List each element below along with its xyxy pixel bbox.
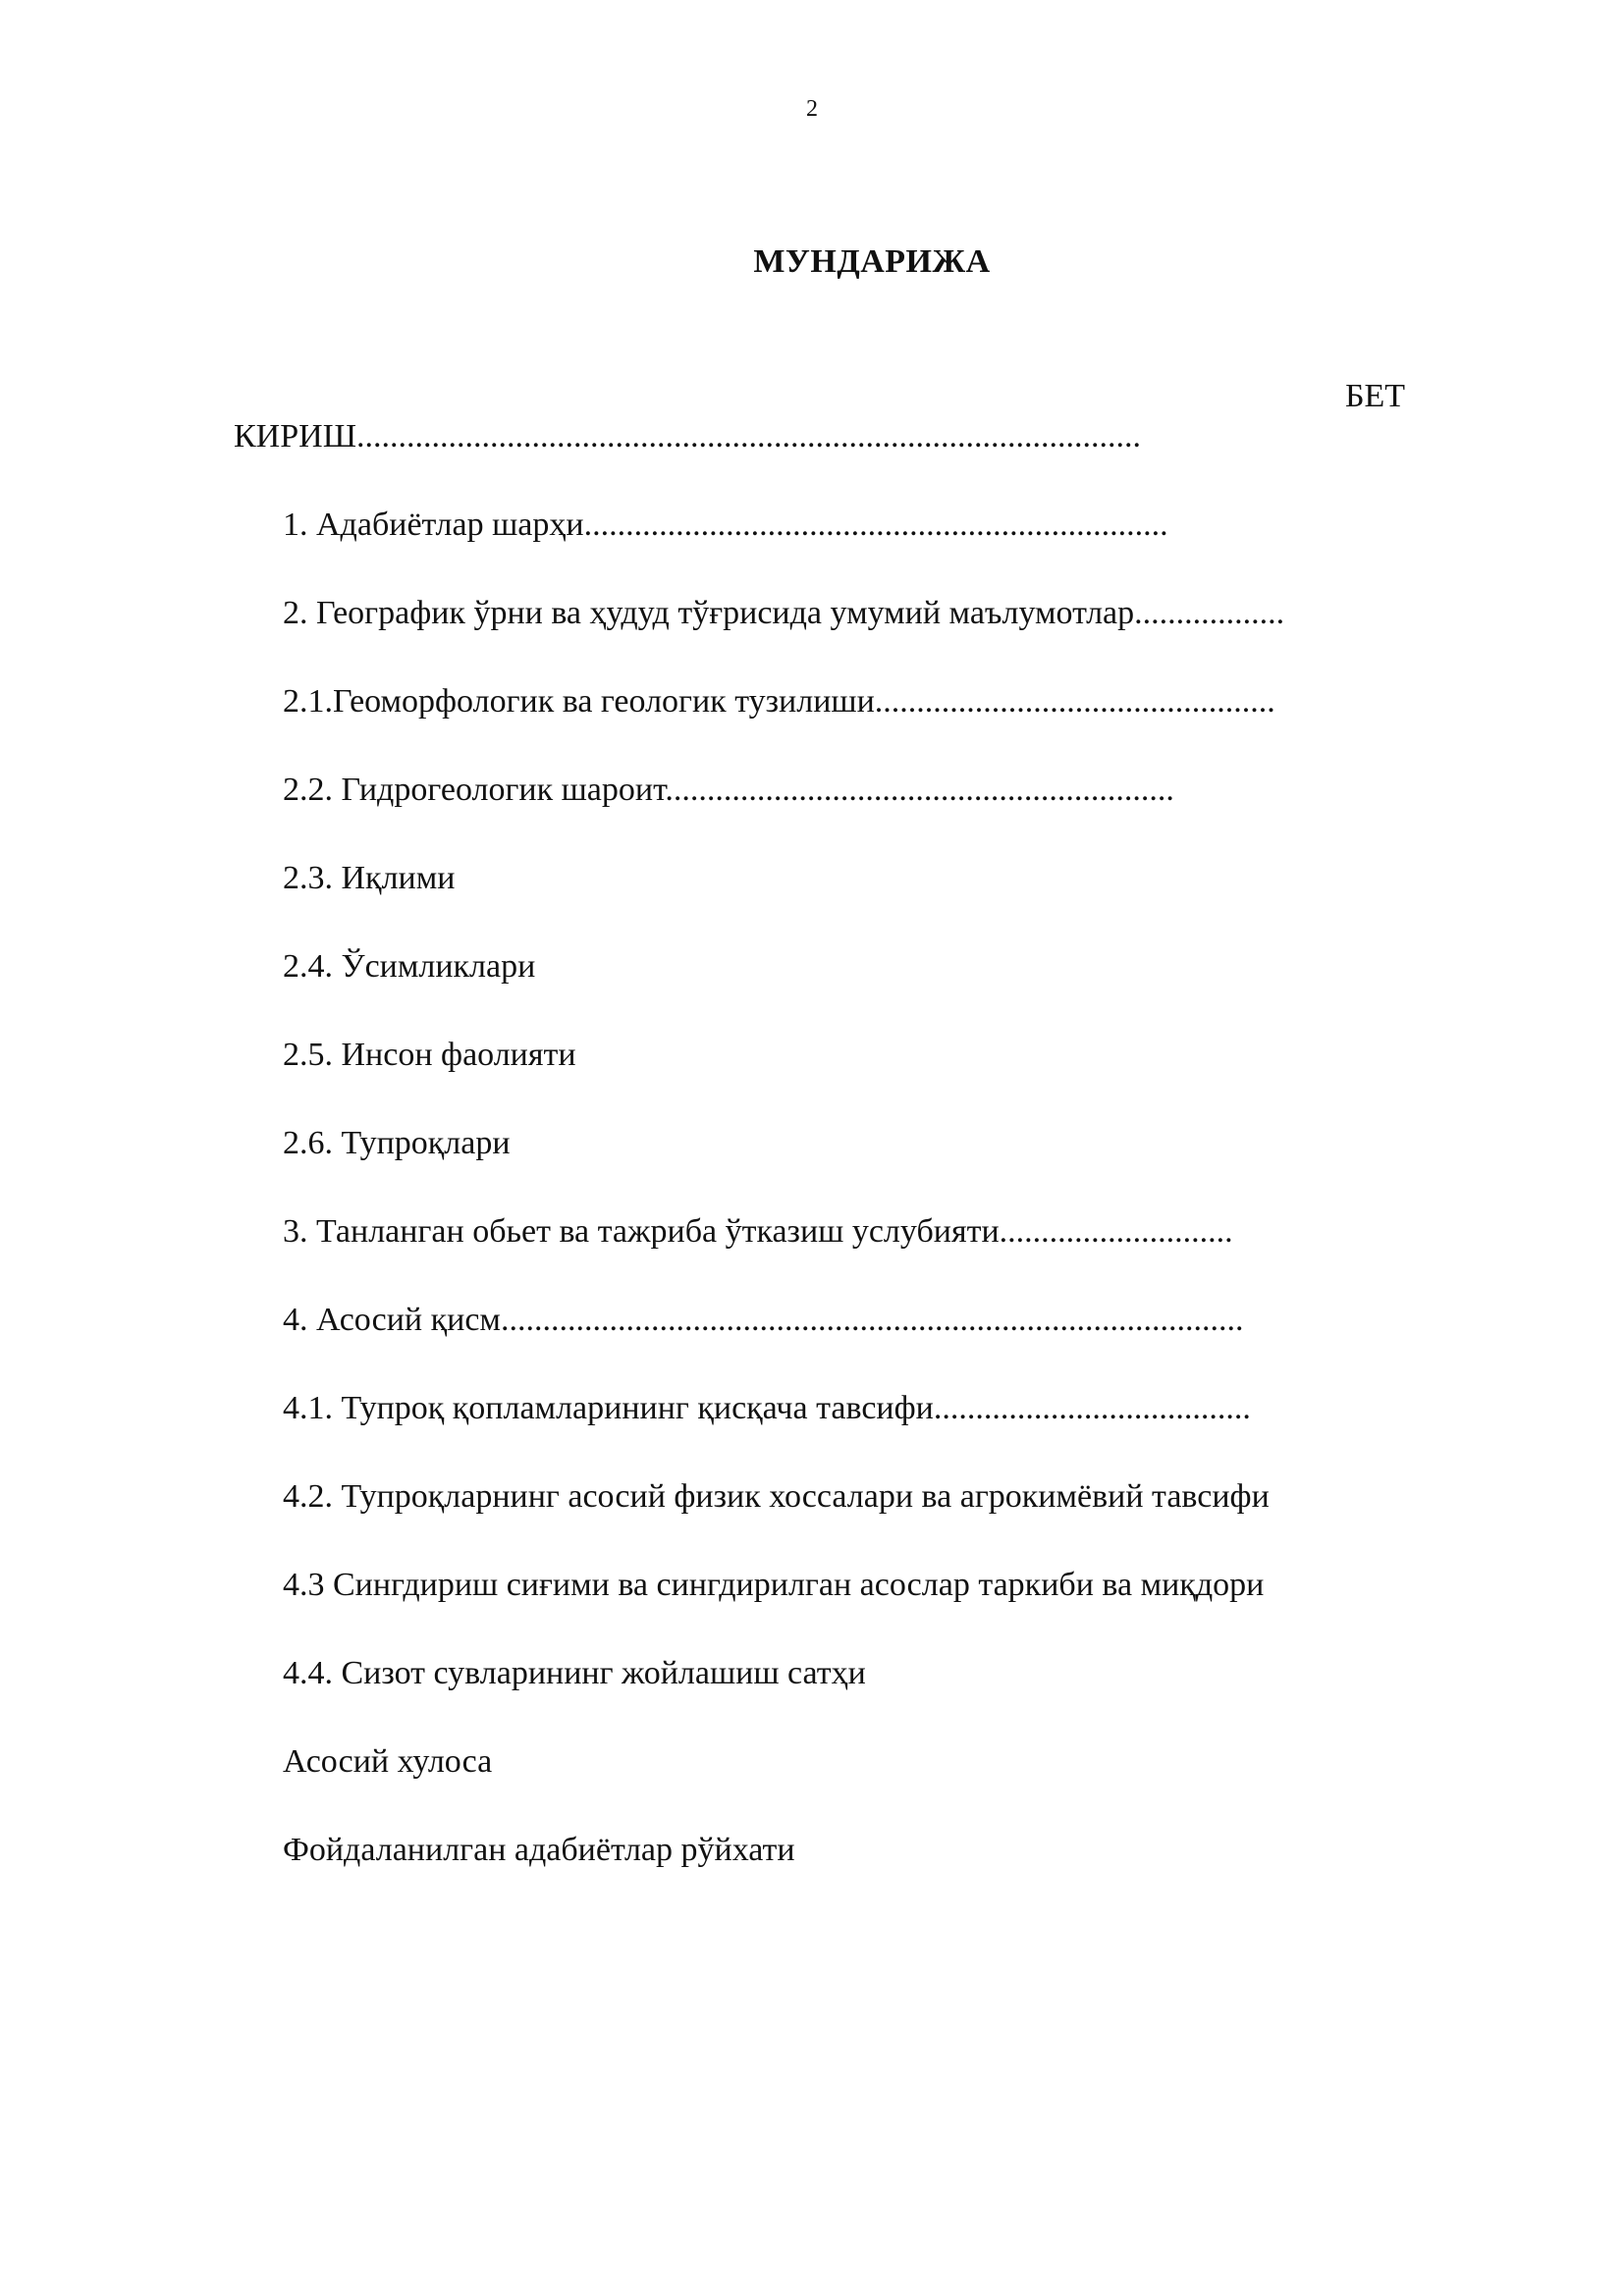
toc-entry-intro: КИРИШ.............................................................................................. <box>234 418 1141 454</box>
toc-entry-references: Фойдаланилган адабиётлар рўйхати <box>283 1832 795 1868</box>
toc-entry-3: 3. Танланган обьет ва тажриба ўтказиш услубияти............................ <box>283 1213 1233 1250</box>
page-column-header: БЕТ <box>1345 378 1406 414</box>
toc-entry-4-1: 4.1. Тупроқ қопламларининг қисқача тавсифи...................................... <box>283 1390 1251 1426</box>
toc-entry-4-3: 4.3 Сингдириш сиғими ва сингдирилган асослар таркиби ва миқдори <box>283 1567 1265 1603</box>
toc-entry-2-5: 2.5. Инсон фаолияти <box>283 1037 576 1073</box>
page-number: 2 <box>806 96 818 122</box>
toc-entry-2: 2. Географик ўрни ва ҳудуд тўғрисида умумий маълумотлар.................. <box>283 595 1285 631</box>
toc-entry-conclusion: Асосий хулоса <box>283 1743 493 1780</box>
toc-entry-2-6: 2.6. Тупроқлари <box>283 1125 511 1161</box>
toc-entry-1: 1. Адабиётлар шарҳи...................................................................... <box>283 507 1168 543</box>
toc-entry-4-4: 4.4. Сизот сувларининг жойлашиш сатҳи <box>283 1655 866 1691</box>
toc-entry-2-1: 2.1.Геоморфологик ва геологик тузилиши................................................ <box>283 683 1275 720</box>
toc-entry-4: 4. Асосий қисм......................................................................................... <box>283 1302 1244 1338</box>
toc-entry-2-3: 2.3. Иқлими <box>283 860 456 896</box>
toc-entry-2-2: 2.2. Гидрогеологик шароит............................................................. <box>283 772 1174 808</box>
toc-title: МУНДАРИЖА <box>753 243 991 280</box>
toc-entry-4-2: 4.2. Тупроқларнинг асосий физик хоссалари ва агрокимёвий тавсифи <box>283 1478 1270 1515</box>
toc-entry-2-4: 2.4. Ўсимликлари <box>283 948 536 985</box>
